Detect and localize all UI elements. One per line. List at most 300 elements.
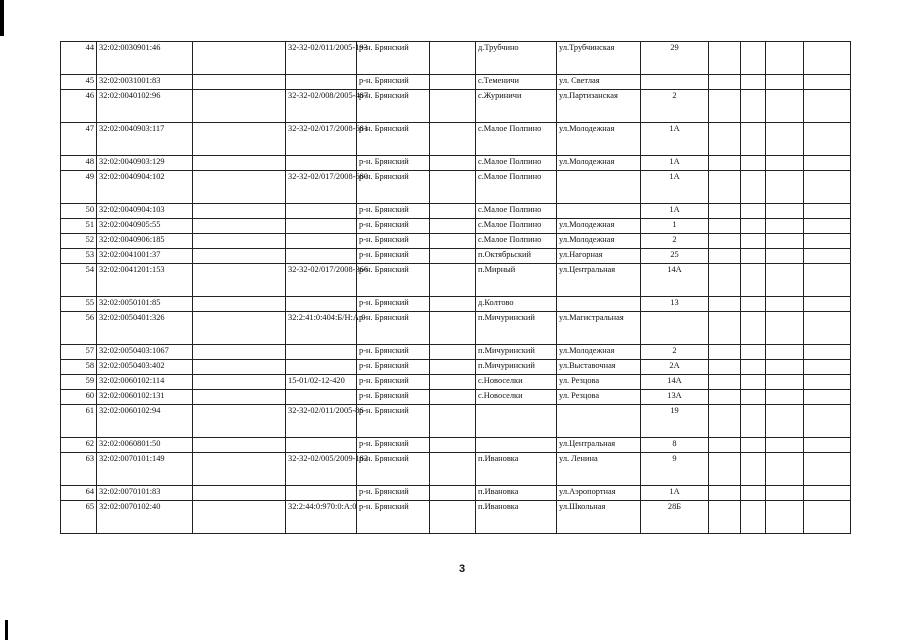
district-cell: р-н. Брянский (357, 438, 430, 453)
empty-cell (430, 360, 476, 375)
settlement-cell: д.Трубчино (476, 42, 557, 75)
cadastral-number-cell: 32:02:0070102:40 (97, 501, 193, 534)
cadastral-number-cell: 32:02:0040906:185 (97, 234, 193, 249)
empty-cell (193, 486, 286, 501)
registration-number-cell: 32-32-02/005/2009-182 (286, 453, 357, 486)
cadastral-number-cell: 32:02:0050403:1067 (97, 345, 193, 360)
cadastral-number-cell: 32:02:0040903:129 (97, 156, 193, 171)
empty-cell (430, 156, 476, 171)
row-number-cell: 54 (61, 264, 97, 297)
table-row (61, 405, 851, 438)
empty-cell (193, 171, 286, 204)
cadastral-number-cell: 32:02:0040102:96 (97, 90, 193, 123)
house-number-cell: 2 (641, 90, 709, 123)
cadastral-number-cell: 32:02:0070101:83 (97, 486, 193, 501)
empty-cell (741, 90, 766, 123)
empty-cell (766, 42, 804, 75)
house-number-cell (641, 312, 709, 345)
empty-cell (766, 345, 804, 360)
row-number-cell: 45 (61, 75, 97, 90)
empty-cell (193, 234, 286, 249)
table-row (61, 75, 851, 90)
empty-cell (430, 123, 476, 156)
cadastral-number-cell: 32:02:0060102:131 (97, 390, 193, 405)
empty-cell (741, 75, 766, 90)
table-row (61, 438, 851, 453)
empty-cell (709, 345, 741, 360)
empty-cell (741, 453, 766, 486)
empty-cell (766, 234, 804, 249)
street-cell: ул.Центральная (557, 438, 641, 453)
empty-cell (741, 123, 766, 156)
settlement-cell: п.Мичуринский (476, 345, 557, 360)
table-row (61, 264, 851, 297)
row-number-cell: 51 (61, 219, 97, 234)
empty-cell (804, 264, 851, 297)
empty-cell (804, 345, 851, 360)
empty-cell (766, 312, 804, 345)
row-number-cell: 49 (61, 171, 97, 204)
street-cell: ул. Ленина (557, 453, 641, 486)
street-cell: ул.Школьная (557, 501, 641, 534)
house-number-cell: 1А (641, 204, 709, 219)
empty-cell (193, 312, 286, 345)
empty-cell (741, 42, 766, 75)
empty-cell (430, 42, 476, 75)
empty-cell (741, 204, 766, 219)
empty-cell (766, 297, 804, 312)
empty-cell (709, 405, 741, 438)
row-number-cell: 60 (61, 390, 97, 405)
table-row (61, 171, 851, 204)
street-cell: ул.Аэропортная (557, 486, 641, 501)
empty-cell (193, 360, 286, 375)
empty-cell (709, 171, 741, 204)
table-row (61, 312, 851, 345)
settlement-cell: п.Октябрьский (476, 249, 557, 264)
empty-cell (741, 501, 766, 534)
table-row (61, 234, 851, 249)
empty-cell (709, 438, 741, 453)
settlement-cell: с.Малое Полпино (476, 156, 557, 171)
house-number-cell: 14А (641, 375, 709, 390)
settlement-cell: с.Теменичи (476, 75, 557, 90)
empty-cell (709, 375, 741, 390)
table-row (61, 204, 851, 219)
empty-cell (709, 390, 741, 405)
row-number-cell: 58 (61, 360, 97, 375)
cadastral-number-cell: 32:02:0040903:117 (97, 123, 193, 156)
registration-number-cell: 15-01/02-12-420 (286, 375, 357, 390)
empty-cell (741, 345, 766, 360)
empty-cell (430, 375, 476, 390)
district-cell: р-н. Брянский (357, 345, 430, 360)
table-row (61, 297, 851, 312)
registration-number-cell (286, 486, 357, 501)
settlement-cell: п.Мичуринский (476, 312, 557, 345)
empty-cell (804, 219, 851, 234)
empty-cell (709, 219, 741, 234)
settlement-cell: п.Ивановка (476, 501, 557, 534)
empty-cell (430, 75, 476, 90)
empty-cell (804, 123, 851, 156)
street-cell: ул.Центральная (557, 264, 641, 297)
empty-cell (709, 312, 741, 345)
cadastral-number-cell: 32:02:0041201:153 (97, 264, 193, 297)
table-row (61, 390, 851, 405)
empty-cell (804, 486, 851, 501)
empty-cell (766, 375, 804, 390)
empty-cell (766, 501, 804, 534)
empty-cell (804, 156, 851, 171)
empty-cell (766, 438, 804, 453)
table-row (61, 156, 851, 171)
registration-number-cell (286, 249, 357, 264)
empty-cell (430, 345, 476, 360)
street-cell: ул. Резцова (557, 390, 641, 405)
row-number-cell: 65 (61, 501, 97, 534)
house-number-cell: 28Б (641, 501, 709, 534)
empty-cell (804, 75, 851, 90)
table-row (61, 219, 851, 234)
page-number: 3 (458, 563, 466, 575)
row-number-cell: 47 (61, 123, 97, 156)
registration-number-cell: 32:2:41:0:404:Б/Н:А:0 (286, 312, 357, 345)
house-number-cell: 1А (641, 486, 709, 501)
empty-cell (430, 438, 476, 453)
empty-cell (430, 501, 476, 534)
street-cell (557, 171, 641, 204)
empty-cell (741, 297, 766, 312)
district-cell: р-н. Брянский (357, 234, 430, 249)
empty-cell (709, 234, 741, 249)
empty-cell (741, 249, 766, 264)
empty-cell (193, 219, 286, 234)
table-row (61, 42, 851, 75)
settlement-cell: п.Мичуринский (476, 360, 557, 375)
empty-cell (430, 486, 476, 501)
empty-cell (430, 453, 476, 486)
registration-number-cell (286, 360, 357, 375)
street-cell: ул.Молодежная (557, 156, 641, 171)
street-cell: ул.Молодежная (557, 219, 641, 234)
row-number-cell: 62 (61, 438, 97, 453)
empty-cell (804, 390, 851, 405)
empty-cell (766, 75, 804, 90)
empty-cell (430, 234, 476, 249)
registration-number-cell (286, 390, 357, 405)
empty-cell (741, 312, 766, 345)
district-cell: р-н. Брянский (357, 123, 430, 156)
settlement-cell: с.Малое Полпино (476, 219, 557, 234)
house-number-cell: 1 (641, 219, 709, 234)
empty-cell (766, 90, 804, 123)
street-cell: ул.Молодежная (557, 234, 641, 249)
empty-cell (193, 501, 286, 534)
registration-number-cell (286, 75, 357, 90)
empty-cell (741, 264, 766, 297)
empty-cell (766, 219, 804, 234)
cadastral-number-cell: 32:02:0050401:326 (97, 312, 193, 345)
settlement-cell: д.Колтово (476, 297, 557, 312)
district-cell: р-н. Брянский (357, 312, 430, 345)
street-cell: ул.Молодежная (557, 123, 641, 156)
cadastral-number-cell: 32:02:0040904:102 (97, 171, 193, 204)
registration-number-cell: 32-32-02/017/2008-366 (286, 264, 357, 297)
registration-number-cell (286, 204, 357, 219)
empty-cell (193, 90, 286, 123)
house-number-cell: 13 (641, 297, 709, 312)
district-cell: р-н. Брянский (357, 264, 430, 297)
empty-cell (709, 156, 741, 171)
street-cell: ул.Молодежная (557, 345, 641, 360)
settlement-cell: с.Малое Полпино (476, 123, 557, 156)
registration-number-cell (286, 297, 357, 312)
street-cell: ул.Партизанская (557, 90, 641, 123)
street-cell: ул.Магистральная (557, 312, 641, 345)
house-number-cell: 2А (641, 360, 709, 375)
house-number-cell: 19 (641, 405, 709, 438)
house-number-cell: 29 (641, 42, 709, 75)
empty-cell (709, 42, 741, 75)
table-row (61, 123, 851, 156)
empty-cell (741, 405, 766, 438)
settlement-cell: п.Мирный (476, 264, 557, 297)
street-cell (557, 405, 641, 438)
registration-number-cell: 32-32-02/017/2008-680 (286, 171, 357, 204)
empty-cell (193, 297, 286, 312)
district-cell: р-н. Брянский (357, 249, 430, 264)
district-cell: р-н. Брянский (357, 453, 430, 486)
empty-cell (804, 234, 851, 249)
house-number-cell: 9 (641, 453, 709, 486)
house-number-cell: 8 (641, 438, 709, 453)
empty-cell (709, 360, 741, 375)
table-row (61, 453, 851, 486)
district-cell: р-н. Брянский (357, 486, 430, 501)
district-cell: р-н. Брянский (357, 360, 430, 375)
district-cell: р-н. Брянский (357, 75, 430, 90)
empty-cell (193, 438, 286, 453)
scan-edge-mark-bottom (5, 620, 8, 640)
table-body (61, 42, 851, 534)
house-number-cell: 13А (641, 390, 709, 405)
empty-cell (804, 438, 851, 453)
empty-cell (804, 312, 851, 345)
row-number-cell: 53 (61, 249, 97, 264)
street-cell: ул. Светлая (557, 75, 641, 90)
table-row (61, 249, 851, 264)
empty-cell (193, 42, 286, 75)
empty-cell (193, 249, 286, 264)
empty-cell (193, 123, 286, 156)
empty-cell (741, 486, 766, 501)
empty-cell (804, 405, 851, 438)
empty-cell (709, 75, 741, 90)
district-cell: р-н. Брянский (357, 390, 430, 405)
empty-cell (741, 234, 766, 249)
empty-cell (766, 204, 804, 219)
empty-cell (430, 219, 476, 234)
street-cell: ул. Резцова (557, 375, 641, 390)
registration-number-cell (286, 345, 357, 360)
empty-cell (709, 486, 741, 501)
cadastral-number-cell: 32:02:0040904:103 (97, 204, 193, 219)
settlement-cell (476, 438, 557, 453)
registration-number-cell: 32-32-02/008/2005-487 (286, 90, 357, 123)
cadastral-number-cell: 32:02:0040905:55 (97, 219, 193, 234)
empty-cell (709, 297, 741, 312)
district-cell: р-н. Брянский (357, 156, 430, 171)
empty-cell (709, 123, 741, 156)
street-cell (557, 297, 641, 312)
street-cell (557, 204, 641, 219)
district-cell: р-н. Брянский (357, 171, 430, 204)
row-number-cell: 48 (61, 156, 97, 171)
settlement-cell: с.Журиничи (476, 90, 557, 123)
row-number-cell: 55 (61, 297, 97, 312)
house-number-cell (641, 75, 709, 90)
settlement-cell: с.Малое Полпино (476, 171, 557, 204)
cadastral-number-cell: 32:02:0030901:46 (97, 42, 193, 75)
settlement-cell: с.Малое Полпино (476, 204, 557, 219)
empty-cell (804, 375, 851, 390)
empty-cell (193, 264, 286, 297)
registration-number-cell: 32-32-02/011/2005-193 (286, 42, 357, 75)
empty-cell (709, 90, 741, 123)
empty-cell (193, 75, 286, 90)
empty-cell (766, 453, 804, 486)
district-cell: р-н. Брянский (357, 375, 430, 390)
settlement-cell: с.Новоселки (476, 375, 557, 390)
registration-number-cell: 32:2:44:0:970:0:А:0 (286, 501, 357, 534)
registration-number-cell: 32-32-02/011/2005-86 (286, 405, 357, 438)
empty-cell (741, 171, 766, 204)
house-number-cell: 2 (641, 234, 709, 249)
house-number-cell: 25 (641, 249, 709, 264)
district-cell: р-н. Брянский (357, 42, 430, 75)
cadastral-number-cell: 32:02:0050403:402 (97, 360, 193, 375)
empty-cell (430, 312, 476, 345)
settlement-cell (476, 405, 557, 438)
empty-cell (709, 501, 741, 534)
empty-cell (804, 297, 851, 312)
row-number-cell: 52 (61, 234, 97, 249)
house-number-cell: 14А (641, 264, 709, 297)
cadastral-number-cell: 32:02:0070101:149 (97, 453, 193, 486)
district-cell: р-н. Брянский (357, 297, 430, 312)
cadastral-number-cell: 32:02:0060801:50 (97, 438, 193, 453)
empty-cell (804, 249, 851, 264)
empty-cell (193, 204, 286, 219)
table-row (61, 90, 851, 123)
settlement-cell: п.Ивановка (476, 453, 557, 486)
table-row (61, 486, 851, 501)
empty-cell (804, 204, 851, 219)
empty-cell (709, 204, 741, 219)
empty-cell (766, 390, 804, 405)
row-number-cell: 46 (61, 90, 97, 123)
empty-cell (741, 360, 766, 375)
empty-cell (709, 249, 741, 264)
scan-edge-mark-top (0, 0, 4, 36)
empty-cell (766, 264, 804, 297)
empty-cell (766, 249, 804, 264)
empty-cell (804, 171, 851, 204)
empty-cell (804, 501, 851, 534)
empty-cell (741, 375, 766, 390)
empty-cell (430, 249, 476, 264)
row-number-cell: 63 (61, 453, 97, 486)
empty-cell (430, 204, 476, 219)
empty-cell (766, 171, 804, 204)
settlement-cell: п.Ивановка (476, 486, 557, 501)
cadastral-number-cell: 32:02:0031001:83 (97, 75, 193, 90)
empty-cell (193, 345, 286, 360)
row-number-cell: 50 (61, 204, 97, 219)
empty-cell (766, 123, 804, 156)
cadastral-number-cell: 32:02:0050101:85 (97, 297, 193, 312)
row-number-cell: 61 (61, 405, 97, 438)
empty-cell (804, 453, 851, 486)
settlement-cell: с.Новоселки (476, 390, 557, 405)
row-number-cell: 56 (61, 312, 97, 345)
cadastral-number-cell: 32:02:0060102:94 (97, 405, 193, 438)
district-cell: р-н. Брянский (357, 405, 430, 438)
table-row (61, 501, 851, 534)
empty-cell (804, 42, 851, 75)
row-number-cell: 57 (61, 345, 97, 360)
empty-cell (741, 156, 766, 171)
empty-cell (193, 375, 286, 390)
cadastral-number-cell: 32:02:0041001:37 (97, 249, 193, 264)
empty-cell (741, 390, 766, 405)
district-cell: р-н. Брянский (357, 219, 430, 234)
district-cell: р-н. Брянский (357, 90, 430, 123)
table-row (61, 345, 851, 360)
table-row (61, 375, 851, 390)
house-number-cell: 2 (641, 345, 709, 360)
empty-cell (193, 156, 286, 171)
empty-cell (766, 360, 804, 375)
empty-cell (193, 390, 286, 405)
registration-number-cell (286, 156, 357, 171)
row-number-cell: 64 (61, 486, 97, 501)
empty-cell (804, 360, 851, 375)
street-cell: ул.Трубчинская (557, 42, 641, 75)
house-number-cell: 1А (641, 123, 709, 156)
empty-cell (741, 438, 766, 453)
registration-number-cell (286, 234, 357, 249)
empty-cell (766, 486, 804, 501)
row-number-cell: 44 (61, 42, 97, 75)
cadastral-number-cell: 32:02:0060102:114 (97, 375, 193, 390)
table-row (61, 360, 851, 375)
empty-cell (430, 90, 476, 123)
empty-cell (766, 156, 804, 171)
empty-cell (193, 453, 286, 486)
district-cell: р-н. Брянский (357, 204, 430, 219)
settlement-cell: с.Малое Полпино (476, 234, 557, 249)
house-number-cell: 1А (641, 171, 709, 204)
empty-cell (430, 390, 476, 405)
empty-cell (193, 405, 286, 438)
empty-cell (430, 264, 476, 297)
street-cell: ул.Выставочная (557, 360, 641, 375)
empty-cell (430, 405, 476, 438)
empty-cell (741, 219, 766, 234)
empty-cell (804, 90, 851, 123)
